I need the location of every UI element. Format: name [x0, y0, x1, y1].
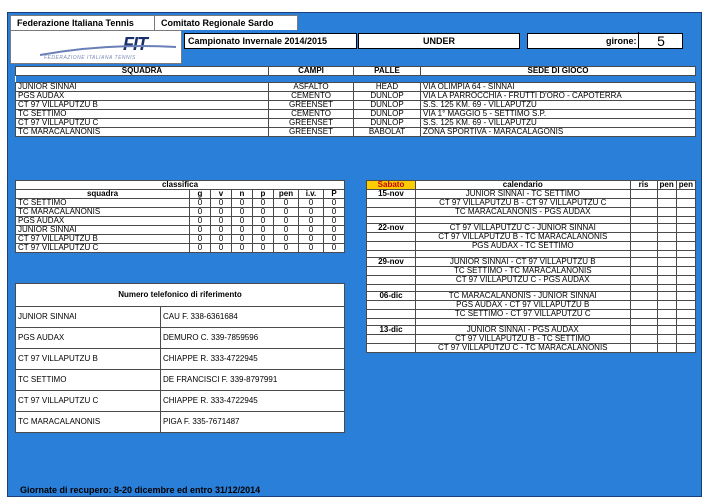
team-campi: GREENSET: [269, 128, 354, 137]
round-spacer: [367, 251, 696, 258]
classifica-value: 0: [253, 199, 274, 208]
match-pen-2: [676, 276, 695, 285]
classifica-value: 0: [253, 244, 274, 253]
classifica-value: 0: [190, 208, 211, 217]
match-pen-2: [676, 344, 695, 353]
girone-value: 5: [638, 32, 683, 48]
classifica-col-pen: pen: [274, 190, 299, 199]
col-sede: SEDE DI GIOCO: [421, 67, 696, 76]
classifica-value: 0: [299, 226, 324, 235]
teams-table: [15, 66, 696, 137]
match-result: [630, 344, 657, 353]
match-name: CT 97 VILLAPUTZU B - TC MARACALANONIS: [416, 233, 631, 242]
round-date: 29-nov: [367, 258, 416, 267]
match-result: [630, 242, 657, 251]
match-row: [367, 233, 696, 242]
telefono-contact: PIGA F. 335-7671487: [161, 412, 345, 433]
match-name: JUNIOR SINNAI - CT 97 VILLAPUTZU B: [416, 258, 631, 267]
classifica-col-n: n: [232, 190, 253, 199]
team-name: CT 97 VILLAPUTZU C: [16, 119, 269, 128]
teams-header-row: [16, 67, 696, 76]
match-row: [367, 276, 696, 285]
calendario-title: calendario: [416, 181, 631, 190]
telefono-contact: CAU F. 338-6361684: [161, 307, 345, 328]
match-result: [630, 335, 657, 344]
teams-row: [16, 128, 696, 137]
match-name: CT 97 VILLAPUTZU B - CT 97 VILLAPUTZU C: [416, 199, 631, 208]
spacer-cell: [367, 217, 416, 224]
match-row: [367, 258, 696, 267]
col-ris: ris: [630, 181, 657, 190]
calendario-header-row: [367, 181, 696, 190]
match-pen-2: [676, 292, 695, 301]
team-palle: HEAD: [354, 83, 421, 92]
telefono-row: [16, 328, 345, 349]
col-pen-2: pen: [676, 181, 695, 190]
match-name: TC MARACALANONIS - PGS AUDAX: [416, 208, 631, 217]
spacer-cell: [657, 285, 676, 292]
match-name: TC SETTIMO - CT 97 VILLAPUTZU C: [416, 310, 631, 319]
campionato-box: Campionato Invernale 2014/2015: [184, 33, 357, 49]
fit-logo-subtitle: FEDERAZIONE ITALIANA TENNIS: [44, 55, 136, 61]
match-row: [367, 310, 696, 319]
team-name: TC SETTIMO: [16, 110, 269, 119]
classifica-value: 0: [274, 208, 299, 217]
round-date-empty: [367, 276, 416, 285]
match-row: [367, 326, 696, 335]
classifica-title: classifica: [16, 181, 345, 190]
match-result: [630, 326, 657, 335]
team-sede: VIA LA PARROCCHIA - FRUTTI D'ORO - CAPOTERRA: [421, 92, 696, 101]
classifica-team: TC SETTIMO: [16, 199, 190, 208]
match-row: [367, 224, 696, 233]
round-date: 15-nov: [367, 190, 416, 199]
match-pen-1: [657, 276, 676, 285]
classifica-team: PGS AUDAX: [16, 217, 190, 226]
classifica-col-squadra: squadra: [16, 190, 190, 199]
classifica-value: 0: [253, 217, 274, 226]
team-campi: CEMENTO: [269, 110, 354, 119]
round-date: 06-dic: [367, 292, 416, 301]
round-spacer: [367, 285, 696, 292]
committee-tab: Comitato Regionale Sardo: [154, 15, 298, 30]
match-result: [630, 208, 657, 217]
classifica-col-P: P: [324, 190, 345, 199]
round-date: 13-dic: [367, 326, 416, 335]
calendario-table: [366, 180, 696, 353]
classifica-title-row: [16, 181, 345, 190]
team-palle: DUNLOP: [354, 119, 421, 128]
match-pen-1: [657, 190, 676, 199]
classifica-value: 0: [190, 226, 211, 235]
classifica-value: 0: [324, 217, 345, 226]
girone-label: girone:: [606, 36, 637, 46]
match-pen-2: [676, 224, 695, 233]
classifica-col-v: v: [211, 190, 232, 199]
team-name: JUNIOR SINNAI: [16, 83, 269, 92]
classifica-value: 0: [274, 217, 299, 226]
classifica-value: 0: [232, 244, 253, 253]
telefono-contact: DEMURO C. 339-7859596: [161, 328, 345, 349]
match-row: [367, 344, 696, 353]
col-pen-1: pen: [657, 181, 676, 190]
match-name: CT 97 VILLAPUTZU B - TC SETTIMO: [416, 335, 631, 344]
team-sede: S.S. 125 KM. 69 - VILLAPUTZU: [421, 101, 696, 110]
spacer-cell: [657, 217, 676, 224]
sabato-header: Sabato: [367, 181, 416, 190]
classifica-team: CT 97 VILLAPUTZU B: [16, 235, 190, 244]
match-pen-2: [676, 326, 695, 335]
match-name: JUNIOR SINNAI - TC SETTIMO: [416, 190, 631, 199]
spacer-cell: [630, 319, 657, 326]
footer-recovery-note: Giornate di recupero: 8-20 dicembre ed entro 31/12/2014: [20, 485, 261, 495]
classifica-header-row: [16, 190, 345, 199]
round-date-empty: [367, 199, 416, 208]
match-pen-2: [676, 258, 695, 267]
classifica-value: 0: [232, 226, 253, 235]
classifica-row: [16, 244, 345, 253]
match-row: [367, 208, 696, 217]
col-squadra: SQUADRA: [16, 67, 269, 76]
classifica-team: JUNIOR SINNAI: [16, 226, 190, 235]
classifica-value: 0: [274, 235, 299, 244]
telefono-contact: CHIAPPE R. 333-4722945: [161, 349, 345, 370]
team-sede: ZONA SPORTIVA - MARACALAGONIS: [421, 128, 696, 137]
match-row: [367, 292, 696, 301]
match-pen-1: [657, 267, 676, 276]
telefono-team: PGS AUDAX: [16, 328, 161, 349]
teams-row: [16, 92, 696, 101]
team-palle: DUNLOP: [354, 92, 421, 101]
match-pen-2: [676, 233, 695, 242]
team-palle: BABOLAT: [354, 128, 421, 137]
classifica-value: 0: [232, 217, 253, 226]
match-pen-2: [676, 242, 695, 251]
match-result: [630, 199, 657, 208]
classifica-col-iv: i.v.: [299, 190, 324, 199]
classifica-value: 0: [274, 199, 299, 208]
classifica-value: 0: [299, 244, 324, 253]
round-date-empty: [367, 233, 416, 242]
classifica-value: 0: [211, 208, 232, 217]
match-pen-1: [657, 335, 676, 344]
spacer-cell: [657, 319, 676, 326]
match-row: [367, 301, 696, 310]
match-pen-1: [657, 208, 676, 217]
federation-tab: Federazione Italiana Tennis: [10, 15, 160, 30]
spacer-cell: [416, 285, 631, 292]
match-row: [367, 267, 696, 276]
match-name: CT 97 VILLAPUTZU C - PGS AUDAX: [416, 276, 631, 285]
round-date-empty: [367, 344, 416, 353]
teams-row: [16, 110, 696, 119]
spacer-cell: [676, 251, 695, 258]
spacer-cell: [630, 251, 657, 258]
col-palle: PALLE: [354, 67, 421, 76]
spacer-cell: [630, 217, 657, 224]
match-pen-1: [657, 301, 676, 310]
spacer-cell: [367, 251, 416, 258]
match-row: [367, 242, 696, 251]
spacer-cell: [416, 217, 631, 224]
team-name: CT 97 VILLAPUTZU B: [16, 101, 269, 110]
classifica-value: 0: [190, 235, 211, 244]
round-date-empty: [367, 301, 416, 310]
classifica-value: 0: [299, 208, 324, 217]
telefono-team: CT 97 VILLAPUTZU C: [16, 391, 161, 412]
teams-row: [16, 83, 696, 92]
classifica-value: 0: [299, 199, 324, 208]
classifica-value: 0: [190, 217, 211, 226]
telefono-row: [16, 370, 345, 391]
telefono-team: CT 97 VILLAPUTZU B: [16, 349, 161, 370]
match-result: [630, 258, 657, 267]
telefoni-title: Numero telefonico di riferimento: [16, 284, 345, 307]
round-date-empty: [367, 267, 416, 276]
teams-spacer-row: [16, 76, 696, 83]
team-campi: CEMENTO: [269, 92, 354, 101]
match-pen-1: [657, 224, 676, 233]
teams-row: [16, 101, 696, 110]
match-pen-1: [657, 233, 676, 242]
match-pen-1: [657, 199, 676, 208]
classifica-row: [16, 199, 345, 208]
classifica-value: 0: [299, 217, 324, 226]
classifica-team: CT 97 VILLAPUTZU C: [16, 244, 190, 253]
match-name: PGS AUDAX - CT 97 VILLAPUTZU B: [416, 301, 631, 310]
match-result: [630, 292, 657, 301]
classifica-value: 0: [232, 235, 253, 244]
telefoni-table: [15, 283, 345, 433]
fit-logo: FIT: [123, 34, 147, 54]
spacer-cell: [416, 251, 631, 258]
classifica-value: 0: [211, 226, 232, 235]
match-row: [367, 199, 696, 208]
classifica-value: 0: [253, 235, 274, 244]
classifica-value: 0: [211, 217, 232, 226]
match-pen-2: [676, 199, 695, 208]
classifica-value: 0: [274, 226, 299, 235]
match-pen-1: [657, 258, 676, 267]
team-campi: ASFALTO: [269, 83, 354, 92]
match-result: [630, 276, 657, 285]
telefoni-title-row: [16, 284, 345, 307]
classifica-value: 0: [211, 199, 232, 208]
round-date-empty: [367, 242, 416, 251]
telefono-row: [16, 412, 345, 433]
match-name: PGS AUDAX - TC SETTIMO: [416, 242, 631, 251]
classifica-table: [15, 180, 345, 253]
team-palle: DUNLOP: [354, 110, 421, 119]
match-pen-1: [657, 292, 676, 301]
round-date: 22-nov: [367, 224, 416, 233]
round-spacer: [367, 217, 696, 224]
match-pen-2: [676, 208, 695, 217]
match-name: CT 97 VILLAPUTZU C - JUNIOR SINNAI: [416, 224, 631, 233]
classifica-row: [16, 226, 345, 235]
classifica-value: 0: [324, 235, 345, 244]
spacer-cell: [416, 319, 631, 326]
team-campi: GREENSET: [269, 119, 354, 128]
spacer-cell: [630, 285, 657, 292]
classifica-value: 0: [299, 235, 324, 244]
telefono-team: TC MARACALANONIS: [16, 412, 161, 433]
spacer-cell: [367, 285, 416, 292]
match-pen-2: [676, 301, 695, 310]
classifica-value: 0: [324, 199, 345, 208]
match-pen-1: [657, 310, 676, 319]
classifica-value: 0: [232, 199, 253, 208]
classifica-row: [16, 217, 345, 226]
match-pen-1: [657, 326, 676, 335]
match-row: [367, 190, 696, 199]
team-campi: GREENSET: [269, 101, 354, 110]
classifica-value: 0: [232, 208, 253, 217]
spacer-cell: [676, 319, 695, 326]
team-name: TC MARACALANONIS: [16, 128, 269, 137]
match-pen-1: [657, 344, 676, 353]
telefono-row: [16, 307, 345, 328]
telefono-team: JUNIOR SINNAI: [16, 307, 161, 328]
match-result: [630, 267, 657, 276]
sheet: [7, 12, 702, 497]
girone-box: [527, 33, 683, 49]
classifica-row: [16, 235, 345, 244]
classifica-col-p: p: [253, 190, 274, 199]
fit-logo-swoosh-icon: [38, 41, 178, 59]
match-pen-2: [676, 267, 695, 276]
match-result: [630, 301, 657, 310]
classifica-value: 0: [211, 235, 232, 244]
team-name: PGS AUDAX: [16, 92, 269, 101]
spacer-cell: [657, 251, 676, 258]
category-box: UNDER: [358, 33, 520, 49]
telefono-row: [16, 349, 345, 370]
teams-row: [16, 119, 696, 128]
round-date-empty: [367, 335, 416, 344]
match-pen-2: [676, 190, 695, 199]
telefono-contact: CHIAPPE R. 333-4722945: [161, 391, 345, 412]
team-sede: VIA OLIMPIA 64 - SINNAI: [421, 83, 696, 92]
spacer-cell: [676, 285, 695, 292]
team-sede: S.S. 125 KM. 69 - VILLAPUTZU: [421, 119, 696, 128]
match-name: TC SETTIMO - TC MARACALANONIS: [416, 267, 631, 276]
classifica-value: 0: [274, 244, 299, 253]
match-pen-1: [657, 242, 676, 251]
classifica-team: TC MARACALANONIS: [16, 208, 190, 217]
telefono-row: [16, 391, 345, 412]
spacer-cell: [367, 319, 416, 326]
match-name: JUNIOR SINNAI - PGS AUDAX: [416, 326, 631, 335]
classifica-value: 0: [190, 244, 211, 253]
team-palle: DUNLOP: [354, 101, 421, 110]
classifica-value: 0: [324, 226, 345, 235]
match-name: CT 97 VILLAPUTZU C - TC MARACALANONIS: [416, 344, 631, 353]
spacer-cell: [676, 217, 695, 224]
match-result: [630, 233, 657, 242]
round-date-empty: [367, 208, 416, 217]
match-pen-2: [676, 335, 695, 344]
classifica-value: 0: [190, 199, 211, 208]
classifica-value: 0: [253, 208, 274, 217]
round-spacer: [367, 319, 696, 326]
classifica-row: [16, 208, 345, 217]
col-campi: CAMPI: [269, 67, 354, 76]
match-pen-2: [676, 310, 695, 319]
match-result: [630, 224, 657, 233]
classifica-col-g: g: [190, 190, 211, 199]
classifica-value: 0: [324, 244, 345, 253]
match-row: [367, 335, 696, 344]
match-result: [630, 190, 657, 199]
telefono-contact: DE FRANCISCI F. 339-8797991: [161, 370, 345, 391]
team-sede: VIA 1° MAGGIO 5 - SETTIMO S.P.: [421, 110, 696, 119]
telefono-team: TC SETTIMO: [16, 370, 161, 391]
classifica-value: 0: [324, 208, 345, 217]
classifica-value: 0: [211, 244, 232, 253]
match-name: TC MARACALANONIS - JUNIOR SINNAI: [416, 292, 631, 301]
round-date-empty: [367, 310, 416, 319]
classifica-value: 0: [253, 226, 274, 235]
match-result: [630, 310, 657, 319]
